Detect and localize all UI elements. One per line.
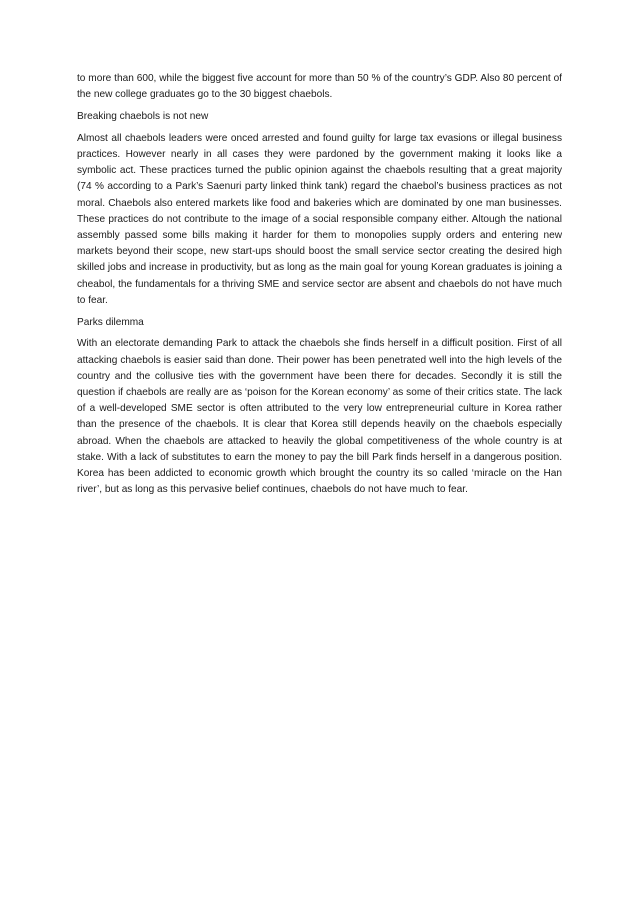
document-body	[77, 71, 562, 504]
paragraph-parks-dilemma: With an electorate demanding Park to attack the chaebols she finds herself in a difficult position. First of all attacking chaebols is easier said than done. Their power has been penetrated well into the high levels of the country and the collusive ties with the government have been there for decades. Secondly it is still the question if chaebols are really are as ‘poison for the Korean economy’ as some of their critics state. The lack of a well-developed SME sector is often attributed to the very low entrepreneurial culture in Korea rather than the presence of the chaebols. It is clear that Korea still depends heavily on the chaebols especially abroad. When the chaebols are attacked to heavily the global competitiveness of the whole country is at stake. With a lack of substitutes to earn the money to pay the bill Park finds herself in a dangerous position. Korea has been addicted to economic growth which brought the country its so called ‘miracle on the Han river’, but as long as this pervasive belief continues, chaebols do not have much to fear.	[77, 338, 562, 496]
paragraph-intro-continuation: to more than 600, while the biggest five account for more than 50 % of the country’s GDP. Also 80 percent of the new college graduates go to the 30 biggest chaebols.	[77, 73, 562, 101]
section-heading-breaking-chaebols: Breaking chaebols is not new	[77, 111, 209, 122]
section-heading-parks-dilemma: Parks dilemma	[77, 316, 144, 328]
paragraph-breaking-chaebols: Almost all chaebols leaders were onced arrested and found guilty for large tax evasions or illegal business practices. However nearly in all cases they were pardoned by the government making it looks like a symbolic act. These practices turned the public opinion against the chaebols resulting that a great majority (74 % according to a Park’s Saenuri party linked think tank) regard the chaebol’s business practices as not moral. Chaebols also entered markets like food and bakeries which are dominated by one man businesses. These practices do not contribute to the image of a social responsible company either. Altough the national assembly passed some bills making it harder for them to monopolies supply orders and entering new markets beyond their scope, new start-ups should boost the small service sector creating the desired high skilled jobs and increase in productivity, but as long as the main goal for young Korean graduates is joining a cheabol, the fundamentals for a thriving SME and service sector are absent and chaebols do not have much to fear.	[77, 132, 562, 306]
